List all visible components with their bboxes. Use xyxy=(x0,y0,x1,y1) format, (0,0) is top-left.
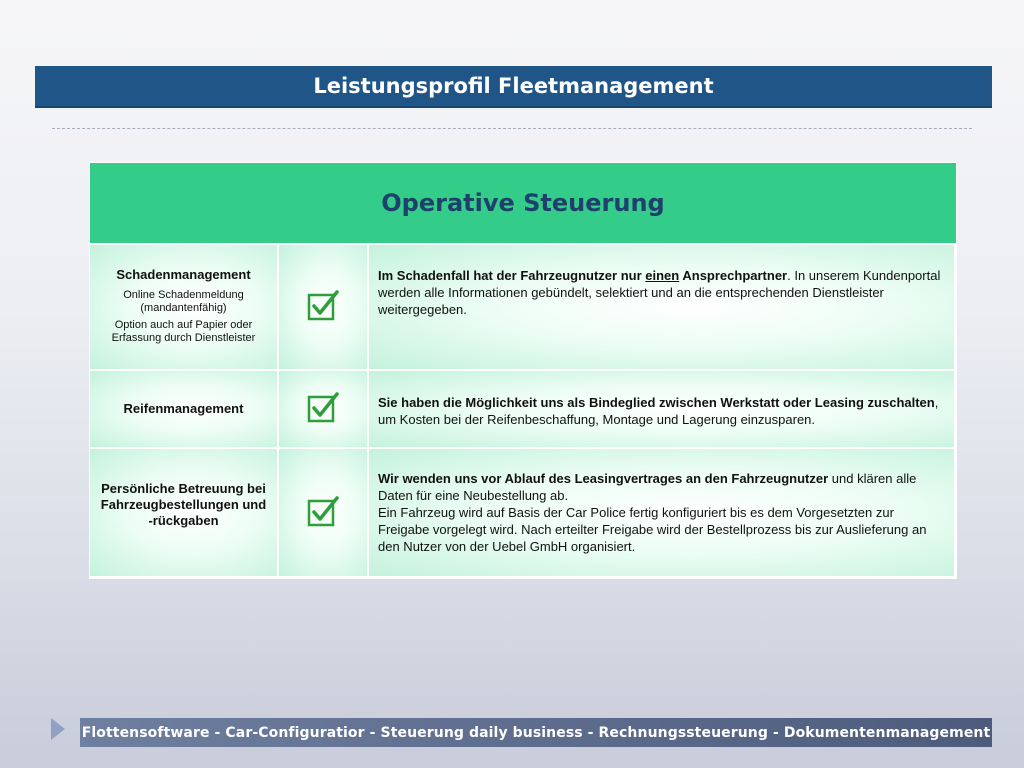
table-row-description xyxy=(369,245,956,371)
table-row-label xyxy=(90,371,279,449)
desc-text: Ein Fahrzeug wird auf Basis der Car Police fertig konfiguriert bis es dem Vorgesetzten zur Freigabe vorgelegt wird. Nach erteilter Freigabe wird der Bestellprozess bis zur Auslieferung an den Nutzer von der Uebel GmbH organisiert. xyxy=(378,505,927,554)
table-row-label xyxy=(90,449,279,578)
table-heading: Operative Steuerung xyxy=(90,163,956,243)
desc-text: , um Kosten bei der Reifenbeschaffung, Montage und Lagerung einzusparen. xyxy=(378,395,939,427)
checkbox-checked-icon xyxy=(307,495,339,527)
row-name: Reifenmanagement xyxy=(123,401,244,416)
divider xyxy=(52,128,972,129)
desc-text: und klären alle Daten für eine Neubestellung ab. xyxy=(378,471,917,503)
desc-text: . In unserem Kundenportal werden alle Informationen gebündelt, selektiert und an die entsprechenden Dienstleister weitergegeben. xyxy=(378,268,941,317)
row-subtext: Option auch auf Papier oder Erfassung durch Dienstleister xyxy=(111,319,256,344)
checkbox-checked-icon xyxy=(307,391,339,423)
desc-bold: Sie haben die Möglichkeit uns als Bindeglied zwischen Werkstatt oder Leasing zuschalten xyxy=(378,395,935,410)
table-row-label xyxy=(90,245,279,371)
table-row-description xyxy=(369,449,956,578)
desc-bold: Ansprechpartner xyxy=(679,268,788,283)
checkbox-checked-icon xyxy=(307,289,339,321)
table-row-check xyxy=(279,371,369,449)
service-table xyxy=(89,162,957,579)
row-name: Persönliche Betreuung bei Fahrzeugbestellungen und -rückgaben xyxy=(100,481,267,528)
row-subtext: Online Schadenmeldung (mandantenfähig) xyxy=(123,289,244,314)
table-row-check xyxy=(279,245,369,371)
table-row-description xyxy=(369,371,956,449)
row-name: Schadenmanagement xyxy=(116,267,251,282)
page-title: Leistungsprofil Fleetmanagement xyxy=(35,66,992,108)
desc-bold: Im Schadenfall hat der Fahrzeugnutzer nur xyxy=(378,268,646,283)
play-arrow-icon xyxy=(51,718,65,740)
desc-underline: einen xyxy=(645,268,680,283)
footer-bar: Flottensoftware - Car-Configuratior - Steuerung daily business - Rechnungssteuerung - Dokumentenmanagement xyxy=(80,718,992,747)
table-row-check xyxy=(279,449,369,578)
desc-bold: Wir wenden uns vor Ablauf des Leasingvertrages an den Fahrzeugnutzer xyxy=(378,471,829,486)
